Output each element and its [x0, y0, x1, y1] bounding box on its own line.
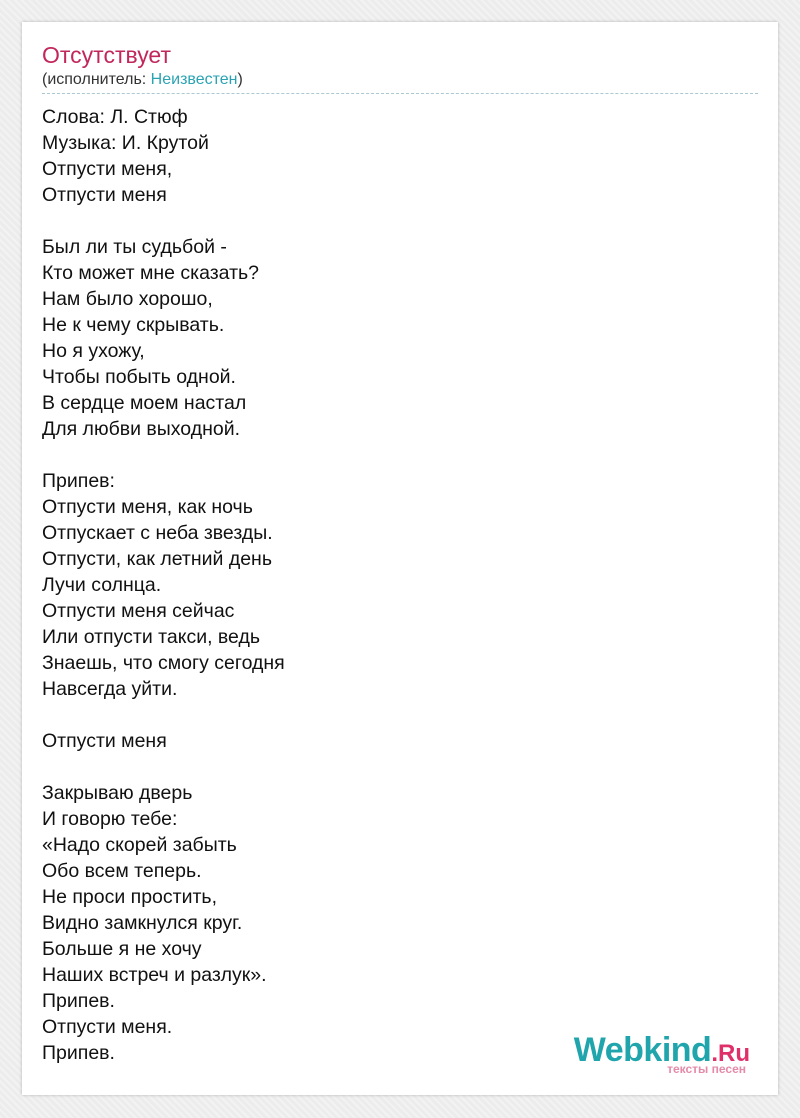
lyrics-line: Знаешь, что смогу сегодня	[42, 652, 285, 674]
lyrics-line: Кто может мне сказать?	[42, 262, 260, 284]
lyrics-line: Отпусти меня.	[42, 1016, 173, 1038]
lyrics-line: «Надо скорей забыть	[42, 834, 237, 856]
lyrics-line: Но я ухожу,	[42, 340, 145, 362]
lyrics-line: Или отпусти такси, ведь	[42, 626, 261, 648]
lyrics-line: Нам было хорошо,	[42, 288, 213, 310]
artist-suffix: )	[237, 71, 243, 88]
lyrics-line: Видно замкнулся круг.	[42, 912, 243, 934]
lyrics-line: Навсегда уйти.	[42, 678, 178, 700]
lyrics-line: Отпусти меня	[42, 730, 167, 752]
lyrics-line: Отпускает с неба звезды.	[42, 522, 273, 544]
lyrics-line: Отпусти меня сейчас	[42, 600, 235, 622]
lyrics-line: В сердце моем настал	[42, 392, 247, 414]
artist-line	[42, 71, 243, 89]
artist-prefix: (исполнитель:	[42, 71, 151, 88]
lyrics-line: Для любви выходной.	[42, 418, 241, 440]
lyrics-blank-line	[42, 754, 285, 780]
lyrics-line: И говорю тебе:	[42, 808, 178, 830]
lyrics-line: Припев.	[42, 990, 115, 1012]
lyrics-line: Отпусти меня, как ночь	[42, 496, 253, 518]
site-logo[interactable]	[574, 1033, 750, 1075]
logo-tagline: тексты песен	[667, 1062, 746, 1076]
lyrics-blank-line	[42, 208, 285, 234]
lyrics-line: Не проси простить,	[42, 886, 217, 908]
lyrics-line: Музыка: И. Крутой	[42, 132, 209, 154]
lyrics-blank-line	[42, 442, 285, 468]
lyrics-line: Не к чему скрывать.	[42, 314, 225, 336]
lyrics-line: Был ли ты судьбой -	[42, 236, 227, 258]
lyrics-line: Лучи солнца.	[42, 574, 162, 596]
lyrics-line: Припев:	[42, 470, 115, 492]
title-divider	[42, 93, 758, 94]
lyrics-line: Закрываю дверь	[42, 782, 193, 804]
lyrics-line: Отпусти меня	[42, 184, 167, 206]
lyrics-line: Отпусти меня,	[42, 158, 173, 180]
song-title: Отсутствует	[42, 42, 171, 68]
lyrics-line: Наших встреч и разлук».	[42, 964, 267, 986]
logo-name: Webkind	[573, 1031, 712, 1069]
lyrics-line: Больше я не хочу	[42, 938, 202, 960]
logo-tld: .Ru	[711, 1040, 750, 1067]
artist-link[interactable]: Неизвестен	[150, 71, 238, 88]
lyrics-line: Отпусти, как летний день	[42, 548, 272, 570]
lyrics-sheet	[22, 22, 778, 1095]
lyrics-line: Обо всем теперь.	[42, 860, 202, 882]
lyrics-line: Слова: Л. Стюф	[42, 106, 188, 128]
lyrics-blank-line	[42, 702, 285, 728]
lyrics-line: Чтобы побыть одной.	[42, 366, 236, 388]
lyrics-line: Припев.	[42, 1042, 115, 1064]
lyrics-text	[42, 104, 285, 1066]
